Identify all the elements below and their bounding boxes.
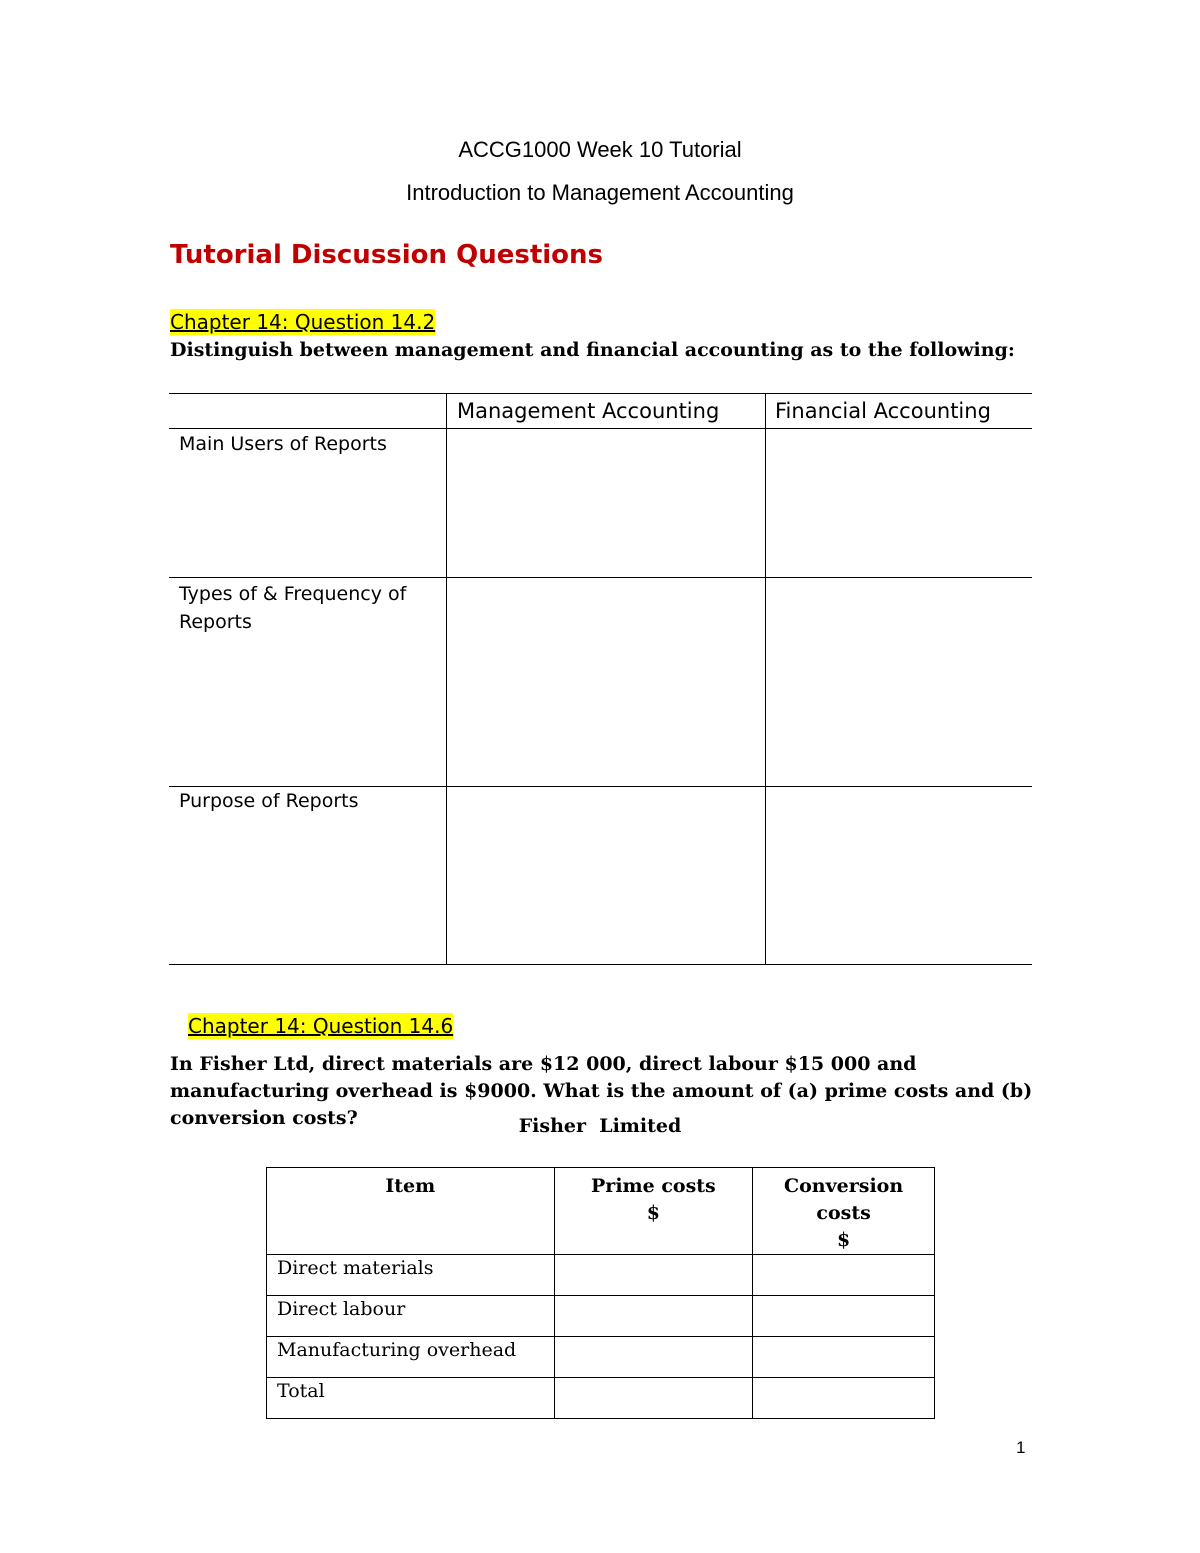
question-text-14-2: Distinguish between management and financial accounting as to the following: (170, 339, 1015, 361)
row-label-types-frequency-cont: Reports (179, 611, 252, 633)
header-prime-costs-unit: $ (646, 1202, 660, 1224)
header-item (267, 1168, 555, 1255)
header-conversion-costs (753, 1168, 935, 1255)
table-row (267, 1337, 935, 1378)
table-row (267, 1296, 935, 1337)
row-label-types-frequency: Types of & Frequency of (179, 583, 407, 605)
column-header-management: Management Accounting (457, 399, 720, 423)
column-divider (765, 393, 766, 964)
prime-costs-cell (554, 1296, 753, 1337)
header-conversion-line: costs (816, 1202, 871, 1224)
conversion-costs-cell (753, 1337, 935, 1378)
column-divider (446, 393, 447, 964)
question-text-14-6: In Fisher Ltd, direct materials are $12 000, direct labour $15 000 and manufacturing overhead is $9000. What is the amount of (a) prime costs and (b) conversion costs? (170, 1053, 1033, 1129)
table-rule (169, 786, 1032, 787)
conversion-costs-cell (753, 1296, 935, 1337)
row-label-direct-labour: Direct labour (267, 1296, 555, 1337)
row-label-manufacturing-overhead: Manufacturing overhead (267, 1337, 555, 1378)
document-title: ACCG1000 Week 10 Tutorial (458, 137, 742, 162)
costs-table (266, 1167, 935, 1419)
table-rule (169, 964, 1032, 965)
row-label-purpose: Purpose of Reports (179, 790, 359, 812)
document-subtitle: Introduction to Management Accounting (406, 180, 794, 205)
conversion-costs-cell (753, 1378, 935, 1419)
row-label-direct-materials: Direct materials (267, 1255, 555, 1296)
header-prime-costs (554, 1168, 753, 1255)
page-number: 1 (1016, 1438, 1026, 1457)
question-heading-14-2: Chapter 14: Question 14.2 (170, 310, 436, 334)
table-row (267, 1378, 935, 1419)
prime-costs-cell (554, 1378, 753, 1419)
comparison-table (169, 393, 1032, 965)
header-item-line: Item (385, 1175, 436, 1197)
conversion-costs-cell (753, 1255, 935, 1296)
table-rule (169, 428, 1032, 429)
header-conversion-line: Conversion (784, 1175, 904, 1197)
header-conversion-unit: $ (836, 1229, 851, 1251)
header-prime-costs-line: Prime costs (591, 1175, 716, 1197)
table-rule (169, 577, 1032, 578)
question-heading-14-6: Chapter 14: Question 14.6 (188, 1014, 454, 1038)
prime-costs-cell (554, 1255, 753, 1296)
row-label-total: Total (267, 1378, 555, 1419)
table-row (267, 1255, 935, 1296)
costs-table-header-row (267, 1168, 935, 1255)
prime-costs-cell (554, 1337, 753, 1378)
table-rule (169, 393, 1032, 394)
section-title: Tutorial Discussion Questions (170, 240, 604, 270)
row-label-main-users: Main Users of Reports (179, 433, 387, 455)
table-title-fisher-limited: Fisher Limited (518, 1115, 682, 1137)
column-header-financial: Financial Accounting (775, 399, 991, 423)
